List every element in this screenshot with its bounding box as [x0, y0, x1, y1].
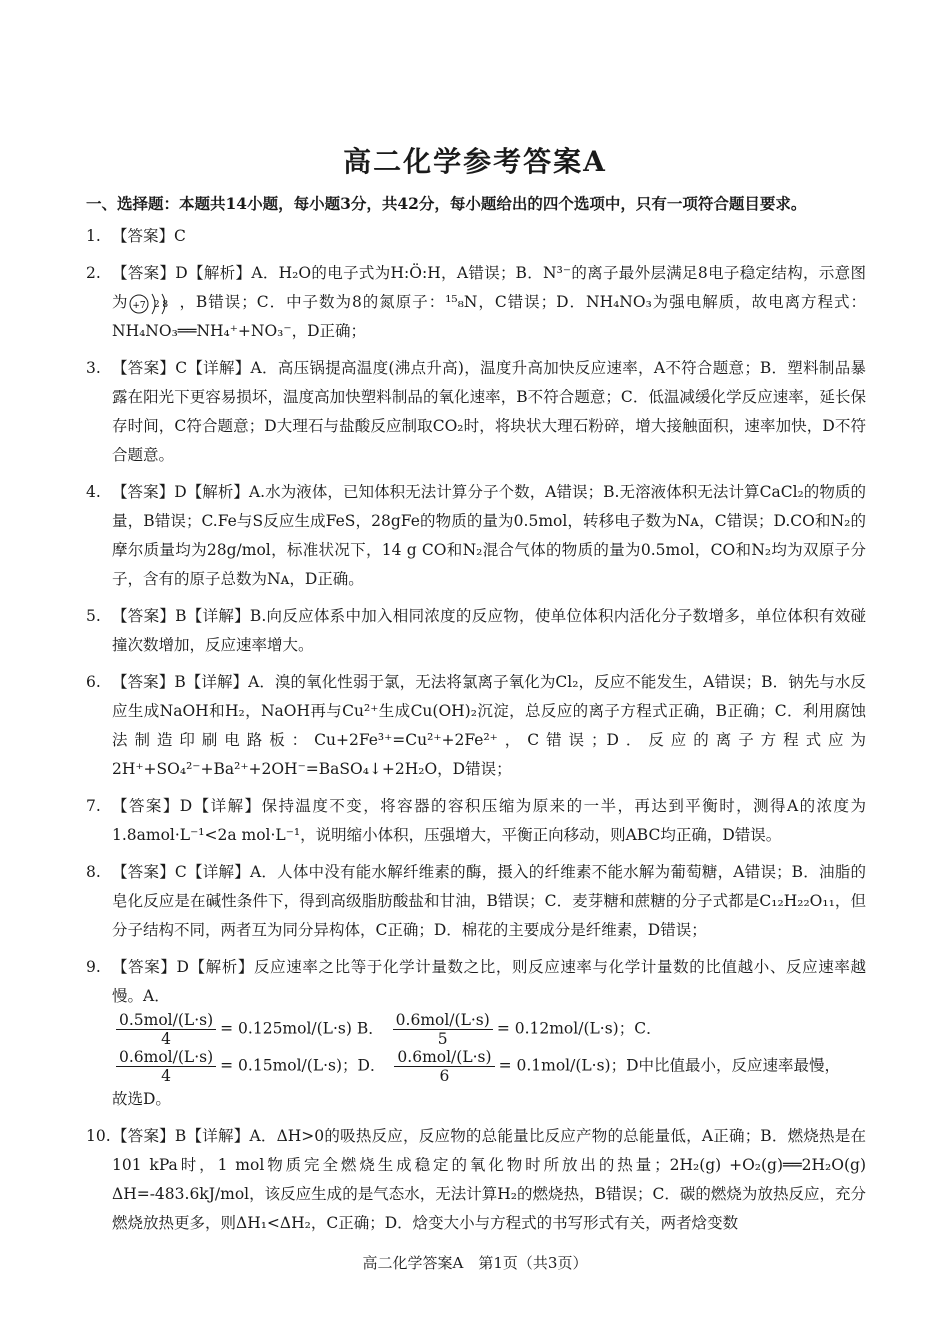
answer-item-10 [86, 1122, 866, 1238]
fraction-numerator: 0.6mol/(L·s) [116, 1048, 216, 1067]
result-c: = 0.15mol/(L·s)；D． [220, 1056, 386, 1075]
answer-text: 【答案】C [112, 227, 186, 245]
answer-text: 【答案】B【详解】B.向反应体系中加入相同浓度的反应物，使单位体积内活化分子数增多，单位体积有效碰撞次数增加，反应速率增大。 [112, 607, 866, 654]
answer-text: 【答案】D【详解】保持温度不变，将容器的容积压缩为原来的一半，再达到平衡时，测得A的浓度为1.8amol·L⁻¹<2a mol·L⁻¹，说明缩小体积，压强增大，平衡正向移动，则ABC均正确，D错误。 [112, 797, 866, 844]
item-number: 3. [86, 359, 101, 377]
fraction-denominator: 4 [161, 1030, 171, 1048]
result-b: = 0.12mol/(L·s)；C． [496, 1019, 662, 1038]
fraction-numerator: 0.6mol/(L·s) [394, 1048, 494, 1067]
fraction-d [394, 1048, 494, 1085]
answer-text-part2: ，B错误；C．中子数为8的氮原子：¹⁵₈N，C错误；D．NH₄NO₃为强电解质，故电离方程式：NH₄NO₃══NH₄⁺+NO₃⁻，D正确； [112, 293, 866, 340]
item-number: 7. [86, 797, 101, 815]
answer-item-6 [86, 668, 866, 784]
answer-item-5 [86, 602, 866, 660]
item-number: 2. [86, 264, 101, 282]
nitrogen-ion-structure-icon [128, 290, 178, 316]
fraction-c [116, 1048, 216, 1085]
fraction-numerator: 0.5mol/(L·s) [116, 1011, 216, 1030]
answer-item-9 [86, 953, 866, 1114]
item-number: 6. [86, 673, 101, 691]
answer-text: 【答案】C【详解】A．人体中没有能水解纤维素的酶，摄入的纤维素不能水解为葡萄糖，A错误；B．油脂的皂化反应是在碱性条件下，得到高级脂肪酸盐和甘油，B错误；C．麦芽糖和蔗糖的分子式都是C₁₂H₂₂O₁₁，但分子结构不同，两者互为同分异构体，C正确；D．棉花的主要成分是纤维素，D错误； [112, 863, 866, 939]
item-number: 5. [86, 607, 101, 625]
fraction-numerator: 0.6mol/(L·s) [393, 1011, 493, 1030]
result-a: = 0.125mol/(L·s) B． [220, 1019, 384, 1038]
answer-item-4 [86, 478, 866, 594]
item-number: 9. [86, 958, 101, 976]
fraction-a [116, 1011, 216, 1048]
answer-text-intro: 【答案】D【解析】反应速率之比等于化学计量数之比，则反应速率与化学计量数的比值越小、反应速率越慢。A． [112, 958, 866, 1005]
answer-item-3 [86, 354, 866, 470]
answer-text: 【答案】B【详解】A．ΔH>0的吸热反应，反应物的总能量比反应产物的总能量低，A正确；B．燃烧热是在101 kPa时，1 mol物质完全燃烧生成稳定的氧化物时所放出的热量；2H₂(g) +O₂(g)══2H₂O(g) ΔH=-483.6kJ/mol，该反应生成的是气态水，无法计算H₂的燃烧热，B错误；C．碳的燃烧为放热反应，充分燃烧放热更多，则ΔH₁<ΔH₂，C正确；D．焓变大小与方程式的书写形式有关，两者焓变数 [112, 1127, 866, 1232]
atom-core-label: +7 [132, 301, 147, 311]
item-number: 4. [86, 483, 101, 501]
page-title: 高二化学参考答案A [343, 145, 607, 178]
page-footer: 高二化学答案A 第1页（共3页） [362, 1254, 588, 1272]
section-heading: 一、选择题：本题共14小题，每小题3分，共42分，每小题给出的四个选项中，只有一项符合题目要求。 [86, 194, 807, 213]
answer-text: 【答案】D【解析】A.水为液体，已知体积无法计算分子个数，A错误；B.无溶液体积无法计算CaCl₂的物质的量，B错误；C.Fe与S反应生成FeS，28gFe的物质的量为0.5mol，转移电子数为Nᴀ，C错误；D.CO和N₂的摩尔质量均为28g/mol，标准状况下，14 g CO和N₂混合气体的物质的量为0.5mol，CO和N₂均为双原子分子，含有的原子总数为Nᴀ，D正确。 [112, 483, 866, 588]
item-number: 10. [86, 1127, 111, 1145]
fraction-denominator: 4 [161, 1067, 171, 1085]
answer-item-8 [86, 858, 866, 945]
item-number: 1. [86, 227, 101, 245]
result-d: = 0.1mol/(L·s)；D中比值最小，反应速率最慢， [498, 1056, 841, 1075]
atom-shell-label: 2 8 [154, 300, 169, 310]
answer-item-2 [86, 259, 866, 346]
fraction-b [393, 1011, 493, 1048]
answer-item-7 [86, 792, 866, 850]
fraction-denominator: 5 [437, 1030, 448, 1048]
answer-text-ending: 故选D。 [112, 1090, 171, 1108]
answer-item-1 [86, 222, 866, 251]
item-number: 8. [86, 863, 101, 881]
answer-text: 【答案】C【详解】A．高压锅提高温度(沸点升高)，温度升高加快反应速率，A不符合题意；B．塑料制品暴露在阳光下更容易损坏，温度高加快塑料制品的氧化速率，B不符合题意；C．低温减缓化学反应速率，延长保存时间，C符合题意；D大理石与盐酸反应制取CO₂时，将块状大理石粉碎，增大接触面积，速率加快，D不符合题意。 [112, 359, 866, 464]
answer-text-part1: 【答案】D【解析】A．H₂O的电子式为H:Ö:H，A错误；B．N³⁻的离子最外层满足8电子稳定结构，示意图为 [112, 264, 866, 311]
answer-list [86, 222, 866, 1246]
fraction-denominator: 6 [439, 1067, 450, 1085]
answer-text: 【答案】B【详解】A．溴的氧化性弱于氯，无法将氯离子氧化为Cl₂，反应不能发生，A错误；B．钠先与水反应生成NaOH和H₂，NaOH再与Cu²⁺生成Cu(OH)₂沉淀，总反应的离子方程式正确，B正确；C．利用腐蚀法制造印刷电路板：Cu+2Fe³⁺=Cu²⁺+2Fe²⁺，C错误；D．反应的离子方程式应为2H⁺+SO₄²⁻+Ba²⁺+2OH⁻=BaSO₄↓+2H₂O，D错误； [112, 673, 866, 778]
formula-line-2 [112, 1048, 866, 1085]
formula-line-1 [112, 1011, 866, 1048]
